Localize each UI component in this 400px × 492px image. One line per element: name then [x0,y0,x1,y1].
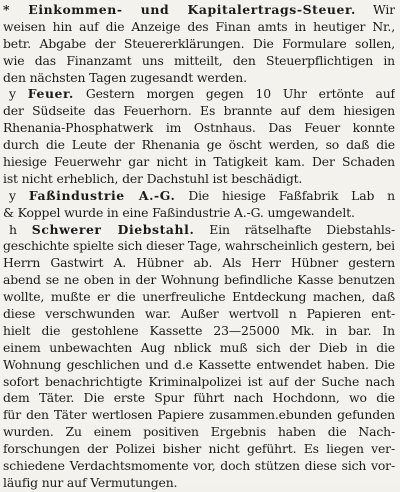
line-marker: y [9,187,29,203]
text-line [3,137,395,154]
body-text: wollte, mußte er die unerfreuliche Entdeckung machen, daß [3,289,395,305]
article-headline: Feuer. [27,86,74,102]
article-headline: Faßindustrie A.-G. [28,187,176,203]
body-text: wurden. Zu einem positiven Ergebnis haben die Nach- [3,424,395,440]
body-text: dem Täter. Die erste Spur führt nach Hochdonn, wo die [3,390,395,406]
text-line [3,36,395,53]
body-text: abend se ne oben in der Wohnung befindliche Kasse benutzen [3,272,395,288]
body-text: Wir [355,2,395,17]
body-text: den nächsten Tagen zugesandt werden. [3,69,247,85]
body-text: & Koppel wurde in eine Faßindustrie A.-G. umgewandelt. [3,204,355,220]
body-text: Ein rätselhafte Diebstahls- [194,221,395,237]
body-text: hielt die gestohlene Kassette 23—25000 Mk. in bar. In [3,322,395,338]
text-line [3,441,395,458]
text-line [3,323,395,340]
text-line [3,272,395,289]
text-line [3,458,395,475]
text-line [3,2,395,19]
body-text: der Südseite das Feuerhorn. Es brannte auf dem hiesigen [3,103,395,119]
text-line [3,289,395,306]
body-text: sofort benachrichtigte Kriminalpolizei ist auf der Suche nach [3,373,395,389]
text-line [3,306,395,323]
text-line [3,340,395,357]
body-text: schiedene Verdachtsmomente vor, doch stützen diese sich vor- [3,458,395,474]
text-line [3,53,395,70]
text-line [3,357,395,374]
text-line [3,103,395,120]
text-line [3,19,395,36]
news-article [3,86,395,187]
body-text: Herrn Gastwirt A. Hübner ab. Als Herr Hübner gestern [3,255,395,271]
text-line [3,154,395,171]
text-line [3,424,395,441]
body-text: läufig nur auf Vermutungen. [3,474,178,490]
text-line [3,171,395,188]
text-line [3,222,395,239]
article-headline: * Einkommen- und Kapitalertrags-Steuer. [3,2,356,17]
text-line [3,475,395,492]
body-text: diese verschwunden war. Außer wertvoll n Papieren ent- [3,306,395,322]
body-text: wie das Finanzamt uns mitteilt, den Steuerpflichtigen in [3,52,395,68]
body-text: betr. Abgabe der Steuererklärungen. Die Formulare sollen, [3,35,395,51]
line-marker: y [9,86,28,102]
body-text: Wohnung geschlichen und d.e Kassette entwendet haben. Die [3,356,395,372]
text-line [3,407,395,424]
text-line [3,238,395,255]
body-text: geschichte spielte sich dieser Tage, wahrscheinlich gestern, bei [3,238,395,254]
news-article [3,222,395,492]
body-text: für den Täter wertlosen Papiere zusammen.ebunden gefunden [3,407,395,423]
body-text: hiesige Feuerwehr gar nicht in Tatigkeit kam. Der Schaden [3,154,395,170]
text-line [3,255,395,272]
news-article [3,188,395,222]
body-text: forschungen der Polizei bisher nicht geführt. Es liegen ver- [3,441,395,457]
body-text: einem unbewachten Aug nblick muß sich der Dieb in die [3,339,395,355]
text-line [3,374,395,391]
text-line [3,390,395,407]
text-line [3,188,395,205]
news-article [3,2,395,86]
news-column [3,2,395,492]
text-line [3,70,395,87]
text-line [3,86,395,103]
text-line [3,120,395,137]
line-marker: h [9,221,32,237]
text-line [3,205,395,222]
body-text: weisen hin auf die Anzeige des Finan amts in heutiger Nr., [3,18,395,34]
body-text: Die hiesige Faßfabrik Lab n [175,187,395,203]
body-text: ist nicht erheblich, der Dachstuhl ist beschädigt. [3,170,303,186]
body-text: Rhenania-Phosphatwerk im Ostnhaus. Das Feuer konnte [3,120,395,136]
article-headline: Schwerer Diebstahl. [31,221,195,237]
body-text: durch die Leute der Rhenania ge öscht werden, so daß die [3,137,395,153]
body-text: Gestern morgen gegen 10 Uhr ertönte auf [73,86,395,102]
